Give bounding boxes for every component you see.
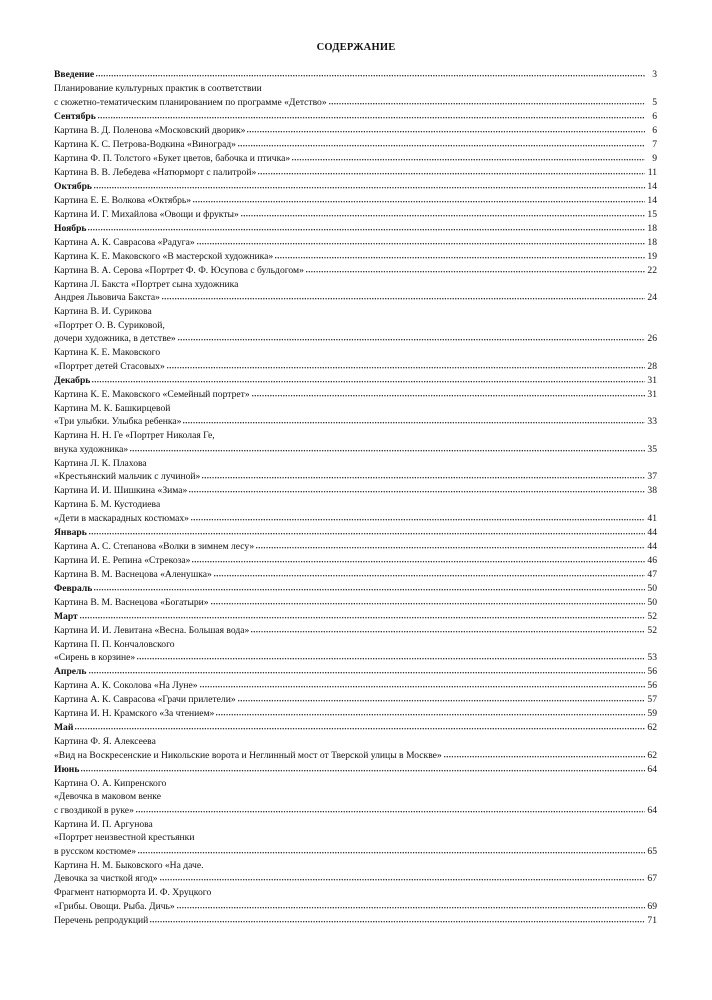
- toc-entry-text: Март: [54, 610, 78, 622]
- page-number: 7: [652, 138, 657, 150]
- dot-leader: [275, 250, 645, 259]
- dot-leader: [292, 152, 645, 161]
- page-number: 15: [647, 208, 657, 220]
- page-number: 67: [647, 873, 657, 884]
- toc-section-heading: [54, 721, 657, 735]
- toc-entry-text: Сентябрь: [54, 110, 96, 122]
- toc-section-heading: [54, 763, 657, 777]
- toc-entry-text: Картина Н. Н. Ге «Портрет Николая Ге,: [54, 430, 215, 441]
- dot-leader: [183, 415, 645, 424]
- page-number: 35: [647, 443, 657, 455]
- toc-entry-text: дочери художника, в детстве»: [54, 333, 176, 344]
- toc-entry: [54, 194, 657, 208]
- dot-leader: [150, 914, 645, 923]
- page-number: 53: [647, 652, 657, 663]
- toc-entry-text: с сюжетно-тематическим планированием по программе «Детство»: [54, 96, 327, 108]
- toc-entry: [54, 638, 657, 665]
- page-number: 26: [647, 333, 657, 344]
- page-number: 14: [647, 194, 657, 206]
- dot-leader: [89, 665, 645, 674]
- toc-entry-text: Картина И. Н. Крамского «За чтением»: [54, 708, 215, 719]
- page-number: 22: [647, 264, 657, 276]
- page-number: 64: [647, 763, 657, 775]
- dot-leader: [81, 763, 645, 772]
- toc-entry-text: Февраль: [54, 582, 93, 594]
- toc-entry-text: Картина В. А. Серова «Портрет Ф. Ф. Юсупова с бульдогом»: [54, 264, 304, 276]
- page-number: 6: [652, 110, 657, 122]
- dot-leader: [238, 138, 645, 147]
- page-number: 31: [647, 374, 657, 386]
- page-number: 3: [652, 69, 657, 80]
- toc-entry-text: Картина В. Д. Поленова «Московский дворик»: [54, 124, 246, 136]
- toc-entry-text: Картина В. М. Васнецова «Богатыри»: [54, 596, 209, 608]
- toc-entry-text: «Три улыбки. Улыбка ребенка»: [54, 416, 182, 427]
- toc-entry: [54, 859, 657, 886]
- page-number: 24: [647, 292, 657, 303]
- page-number: 33: [647, 416, 657, 427]
- page-number: 56: [647, 680, 657, 691]
- dot-leader: [167, 360, 645, 369]
- toc-section-heading: [54, 68, 657, 82]
- toc-entry-text: Картина М. К. Башкирцевой: [54, 402, 171, 414]
- dot-leader: [130, 443, 645, 452]
- toc-entry: [54, 402, 657, 429]
- page-number: 37: [647, 471, 657, 482]
- dot-leader: [136, 804, 645, 813]
- toc-entry: [54, 264, 657, 278]
- dot-leader: [202, 470, 645, 479]
- toc-entry-text: Январь: [54, 526, 87, 538]
- toc-entry-text: Картина И. Г. Михайлова «Овощи и фрукты»: [54, 208, 239, 220]
- toc-entry-text: Картина А. К. Саврасова «Грачи прилетели»: [54, 694, 236, 705]
- toc-entry-text: Картина П. П. Кончаловского: [54, 638, 175, 650]
- dot-leader: [444, 749, 645, 758]
- toc-section-heading: [54, 665, 657, 679]
- page-number: 47: [647, 568, 657, 580]
- toc-section-heading: [54, 610, 657, 624]
- toc-section-heading: [54, 222, 657, 236]
- page-number: 38: [647, 485, 657, 496]
- toc-entry-text: «Грибы. Овощи. Рыба. Дичь»: [54, 900, 175, 912]
- toc-entry-text: Декабрь: [54, 374, 91, 386]
- dot-leader: [96, 68, 645, 77]
- toc-entry: [54, 82, 657, 109]
- dot-leader: [89, 526, 645, 535]
- toc-entry-text: «Девочка в маковом венке: [54, 791, 161, 802]
- toc-entry-text: «Дети в маскарадных костюмах»: [54, 512, 189, 524]
- toc-entry-text: Картина К. Е. Маковского «В мастерской художника»: [54, 250, 274, 262]
- toc-entry: [54, 596, 657, 610]
- toc-entry: [54, 484, 657, 498]
- page-number: 18: [647, 222, 657, 234]
- dot-leader: [247, 124, 645, 133]
- toc-entry-text: Планирование культурных практик в соответствии: [54, 83, 262, 94]
- page-number: 64: [647, 804, 657, 816]
- toc-entry-text: Картина Ф. П. Толстого «Букет цветов, бабочка и птичка»: [54, 152, 291, 164]
- dot-leader: [238, 693, 645, 702]
- toc-section-heading: [54, 374, 657, 388]
- dot-leader: [137, 651, 645, 660]
- dot-leader: [211, 596, 645, 605]
- page-number: 69: [647, 900, 657, 912]
- dot-leader: [192, 554, 645, 563]
- toc-entry: [54, 124, 657, 138]
- dot-leader: [94, 180, 645, 189]
- toc-entry-text: Картина В. В. Лебедева «Натюрморт с палитрой»: [54, 166, 257, 178]
- toc-entry-text: Девочка за чисткой ягод»: [54, 873, 158, 884]
- toc-entry-text: Перечень репродукций: [54, 914, 149, 926]
- dot-leader: [216, 707, 645, 716]
- toc-entry-text: Картина А. С. Степанова «Волки в зимнем лесу»: [54, 540, 255, 552]
- toc-entry-text: «Сирень в корзине»: [54, 652, 136, 663]
- dot-leader: [94, 582, 645, 591]
- toc-section-heading: [54, 526, 657, 540]
- toc-entry: [54, 693, 657, 707]
- dot-leader: [138, 845, 645, 854]
- toc-entry: [54, 236, 657, 250]
- toc-entry-text: Картина К. С. Петрова-Водкина «Виноград»: [54, 138, 236, 150]
- page-number: 56: [647, 666, 657, 677]
- dot-leader: [162, 291, 645, 300]
- toc-entry: [54, 278, 657, 305]
- page-number: 44: [647, 540, 657, 552]
- toc-entry-text: Андрея Львовича Бакста»: [54, 292, 160, 303]
- toc-entry-text: «Вид на Воскресенские и Никольские ворота и Неглинный мост от Тверской улицы в Москве»: [54, 749, 442, 761]
- toc-entry-text: Картина Ф. Я. Алексеева: [54, 736, 156, 747]
- toc-entry: [54, 777, 657, 818]
- toc-section-heading: [54, 110, 657, 124]
- dot-leader: [98, 110, 645, 119]
- dot-leader: [189, 484, 645, 493]
- toc-entry: [54, 208, 657, 222]
- toc-entry: [54, 166, 657, 180]
- dot-leader: [241, 208, 645, 217]
- toc-entry: [54, 250, 657, 264]
- page-number: 46: [647, 554, 657, 566]
- dot-leader: [200, 679, 645, 688]
- toc-entry-text: «Портрет О. В. Суриковой,: [54, 319, 165, 331]
- page-number: 62: [647, 722, 657, 733]
- toc-entry: [54, 540, 657, 554]
- toc-entry-text: Картина В. М. Васнецова «Аленушка»: [54, 568, 212, 580]
- page-number: 50: [647, 582, 657, 594]
- toc-entry-text: Ноябрь: [54, 222, 87, 234]
- toc-entry-text: Картина Л. Бакста «Портрет сына художника: [54, 278, 239, 290]
- toc-entry: [54, 554, 657, 568]
- toc-entry: [54, 886, 657, 913]
- toc-entry: [54, 457, 657, 484]
- toc-section-heading: [54, 180, 657, 194]
- dot-leader: [258, 166, 645, 175]
- dot-leader: [88, 222, 645, 231]
- toc-entry-text: Картина К. Е. Маковского: [54, 347, 161, 358]
- toc-entry: [54, 735, 657, 762]
- toc-entry-text: Картина О. А. Кипренского: [54, 777, 167, 789]
- page-number: 28: [647, 360, 657, 372]
- page-number: 19: [647, 250, 657, 262]
- page-number: 52: [647, 610, 657, 622]
- toc-entry: [54, 498, 657, 525]
- toc-entry-text: Фрагмент натюрморта И. Ф. Хруцкого: [54, 887, 212, 898]
- toc-entry: [54, 138, 657, 152]
- toc-section-heading: [54, 582, 657, 596]
- dot-leader: [256, 540, 645, 549]
- page-number: 44: [647, 526, 657, 538]
- toc-entry-text: «Крестьянский мальчик с лучиной»: [54, 471, 201, 482]
- toc-entry-text: Октябрь: [54, 180, 92, 192]
- toc-entry: [54, 818, 657, 859]
- dot-leader: [252, 388, 645, 397]
- toc-entry-text: Картина И. И. Шишкина «Зима»: [54, 485, 188, 496]
- toc-entry-text: «Портрет детей Стасовых»: [54, 360, 165, 372]
- dot-leader: [191, 512, 645, 521]
- toc-entry-text: Введение: [54, 69, 95, 80]
- page-number: 11: [647, 166, 657, 178]
- toc-entry-text: Картина В. И. Сурикова: [54, 306, 152, 317]
- toc-entry: [54, 914, 657, 928]
- page-number: 50: [647, 596, 657, 608]
- dot-leader: [80, 610, 645, 619]
- toc-entry-text: с гвоздикой в руке»: [54, 804, 134, 816]
- toc-entry: [54, 429, 657, 456]
- dot-leader: [329, 96, 645, 105]
- dot-leader: [160, 872, 645, 881]
- page-number: 14: [647, 180, 657, 192]
- toc-entry-text: Картина А. К. Соколова «На Луне»: [54, 680, 198, 691]
- toc-entry: [54, 624, 657, 638]
- page-number: 18: [647, 236, 657, 248]
- dot-leader: [193, 194, 645, 203]
- toc-entry: [54, 568, 657, 582]
- toc-entry-text: Картина А. К. Саврасова «Радуга»: [54, 236, 195, 248]
- page-number: 31: [647, 388, 657, 400]
- table-of-contents: [54, 68, 657, 927]
- toc-entry: [54, 707, 657, 721]
- toc-entry-text: Апрель: [54, 666, 87, 677]
- page-title: СОДЕРЖАНИЕ: [316, 42, 396, 53]
- page-number: 57: [647, 694, 657, 705]
- page-number: 62: [647, 749, 657, 761]
- dot-leader: [92, 374, 645, 383]
- dot-leader: [178, 332, 645, 341]
- toc-entry: [54, 679, 657, 693]
- page-number: 5: [652, 96, 657, 108]
- toc-entry-text: Июнь: [54, 763, 80, 775]
- toc-entry-text: Картина Б. М. Кустодиева: [54, 499, 161, 510]
- page-number: 52: [647, 624, 657, 636]
- toc-entry-text: Картина Н. М. Быковского «На даче.: [54, 859, 204, 871]
- page-number: 71: [647, 914, 657, 926]
- dot-leader: [177, 900, 645, 909]
- toc-entry: [54, 152, 657, 166]
- toc-entry-text: Картина К. Е. Маковского «Семейный портрет»: [54, 388, 250, 400]
- page-number: 59: [647, 708, 657, 719]
- toc-entry-text: в русском костюме»: [54, 845, 136, 857]
- toc-entry: [54, 305, 657, 346]
- toc-entry-text: Картина И. И. Левитана «Весна. Большая вода»: [54, 624, 250, 636]
- toc-entry-text: Картина И. Е. Репина «Стрекоза»: [54, 554, 191, 566]
- page-number: 9: [652, 152, 657, 164]
- toc-entry-text: внука художника»: [54, 443, 129, 455]
- dot-leader: [306, 264, 645, 273]
- dot-leader: [251, 624, 645, 633]
- toc-entry-text: Май: [54, 722, 74, 733]
- toc-entry: [54, 346, 657, 373]
- dot-leader: [214, 568, 645, 577]
- dot-leader: [197, 236, 645, 245]
- toc-entry-text: «Портрет неизвестной крестьянки: [54, 832, 195, 843]
- toc-entry-text: Картина Е. Е. Волкова «Октябрь»: [54, 194, 192, 206]
- toc-entry: [54, 388, 657, 402]
- page-number: 6: [652, 124, 657, 136]
- toc-entry-text: Картина Л. К. Плахова: [54, 457, 147, 469]
- page-number: 41: [647, 512, 657, 524]
- dot-leader: [75, 721, 645, 730]
- page-number: 65: [647, 845, 657, 857]
- toc-entry-text: Картина И. П. Аргунова: [54, 818, 153, 830]
